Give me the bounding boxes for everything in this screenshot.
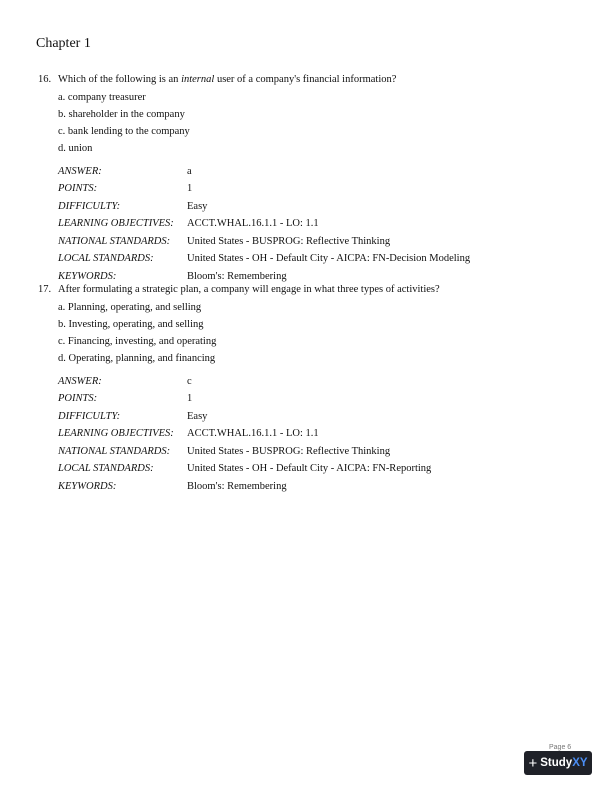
meta-value: c [187,375,192,387]
question-number: 16. [38,74,52,85]
chapter-heading: Chapter 1 [36,36,91,51]
meta-label: LOCAL STANDARDS: [58,253,154,265]
meta-label: ANSWER: [58,165,102,177]
meta-label: DIFFICULTY: [58,410,121,422]
meta-value: ACCT.WHAL.16.1.1 - LO: 1.1 [187,218,319,230]
question-17 [38,282,578,496]
meta-label: DIFFICULTY: [58,200,121,212]
logo-text-accent: XY [572,757,588,769]
question-text [58,72,396,88]
answer-metadata [58,373,578,496]
meta-row-national-standards [58,233,578,251]
meta-label: LEARNING OBJECTIVES: [58,218,174,230]
option-d: d. union [58,142,93,154]
meta-value: Easy [187,410,208,422]
logo-text: StudyXY [540,757,588,769]
plus-icon: + [528,754,538,772]
meta-value: United States - OH - Default City - AICPA: FN-Reporting [187,463,432,475]
meta-row-difficulty [58,198,578,216]
meta-value: 1 [187,393,193,405]
meta-row-difficulty [58,408,578,426]
meta-label: POINTS: [58,393,98,405]
option-b: b. Investing, operating, and selling [58,318,204,330]
answer-metadata [58,163,578,286]
meta-row-keywords [58,478,578,496]
meta-value: a [187,165,192,177]
meta-label: LEARNING OBJECTIVES: [58,428,174,440]
meta-value: 1 [187,183,193,195]
meta-label: KEYWORDS: [58,271,117,283]
meta-row-answer [58,163,578,181]
meta-value: United States - OH - Default City - AICPA: FN-Decision Modeling [187,253,471,265]
option-list [58,299,578,367]
meta-label: NATIONAL STANDARDS: [58,445,171,457]
meta-row-national-standards [58,443,578,461]
meta-row-points [58,180,578,198]
question-text: After formulating a strategic plan, a company will engage in what three types of activities? [58,284,440,295]
meta-row-local-standards [58,250,578,268]
option-c: c. Financing, investing, and operating [58,335,217,347]
page-number: Page 6 [549,744,572,751]
meta-row-points [58,390,578,408]
option-a: a. Planning, operating, and selling [58,301,202,313]
meta-row-local-standards [58,460,578,478]
question-stem [38,72,578,88]
option-a: a. company treasurer [58,91,146,103]
meta-row-learning-objectives [58,425,578,443]
stem-part: user of a company's financial information? [214,74,397,85]
option-d: d. Operating, planning, and financing [58,352,216,364]
studyxy-logo [524,751,592,775]
question-16 [38,72,578,286]
option-c: c. bank lending to the company [58,125,190,137]
question-stem [38,282,578,298]
meta-label: LOCAL STANDARDS: [58,463,154,475]
meta-label: KEYWORDS: [58,481,117,493]
meta-value: United States - BUSPROG: Reflective Thinking [187,235,391,247]
stem-emphasis: internal [181,74,215,85]
meta-label: ANSWER: [58,375,102,387]
meta-label: POINTS: [58,183,98,195]
meta-row-answer [58,373,578,391]
meta-value: ACCT.WHAL.16.1.1 - LO: 1.1 [187,428,319,440]
meta-value: Bloom's: Remembering [187,271,287,283]
meta-row-learning-objectives [58,215,578,233]
meta-value: United States - BUSPROG: Reflective Thinking [187,445,391,457]
meta-label: NATIONAL STANDARDS: [58,235,171,247]
option-list [58,89,578,157]
option-b: b. shareholder in the company [58,108,185,120]
meta-value: Bloom's: Remembering [187,481,287,493]
meta-value: Easy [187,200,208,212]
stem-part: Which of the following is an [58,74,182,85]
question-number: 17. [38,284,52,295]
